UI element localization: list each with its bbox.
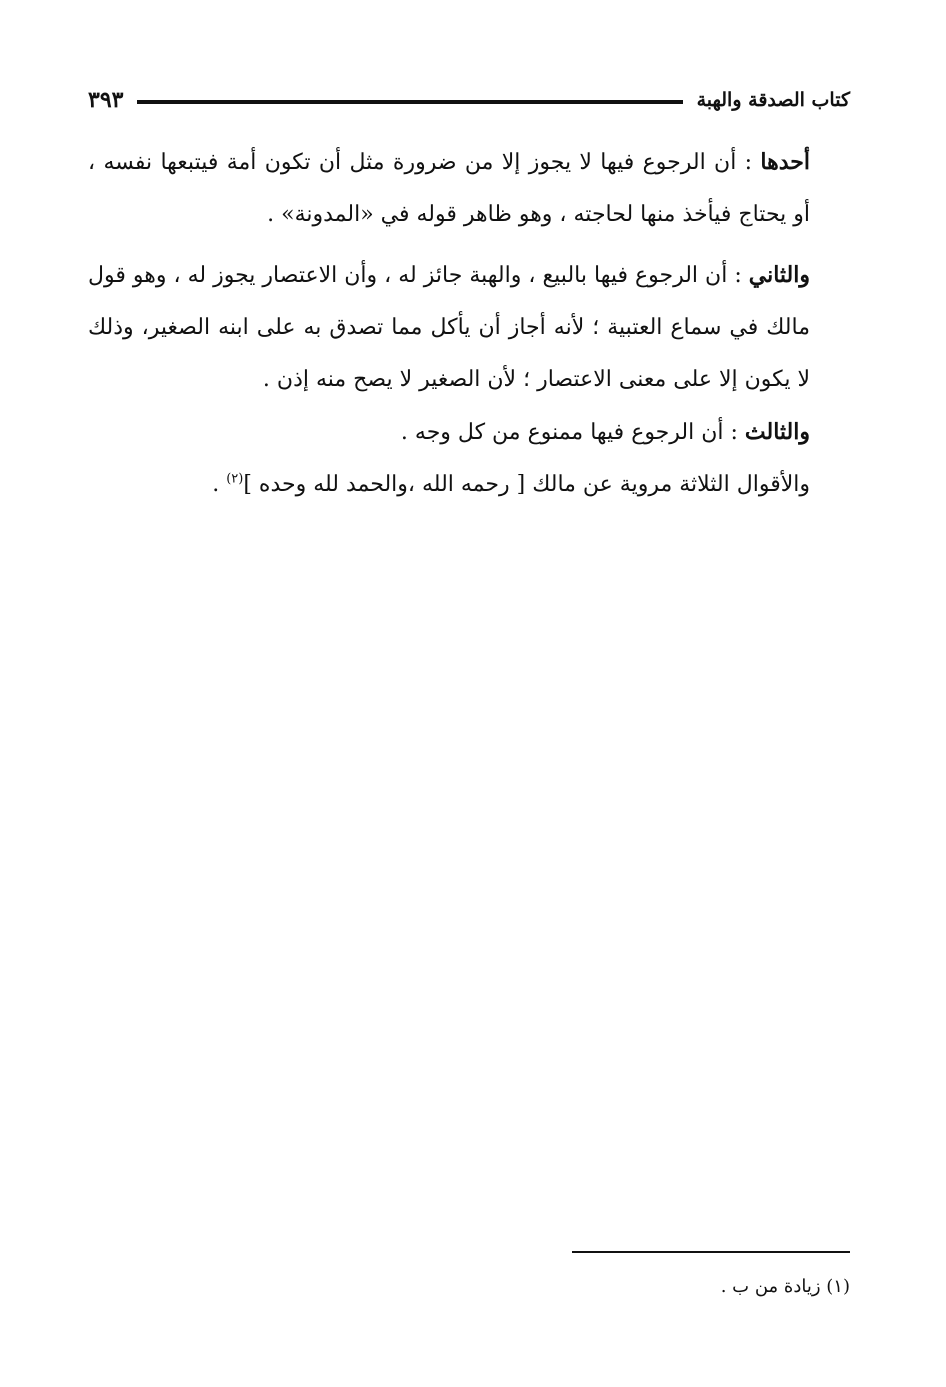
- paragraph-text: : أن الرجوع فيها ممنوع من كل وجه .: [400, 420, 745, 445]
- paragraph-third: [88, 406, 850, 459]
- footnote-item: [88, 1272, 850, 1302]
- paragraph-lead: والثاني: [748, 262, 810, 288]
- paragraph-text: : أن الرجوع فيها بالبيع ، والهبة جائز له ، وأن الاعتصار يجوز له ، وهو قول مالك في سماع العتبية ؛ لأنه أجاز أن يأكل مما تصدق به على ابنه الصغير، وذلك لا يكون إلا على معنى الاعتصار ؛ لأن الصغير لا يصح منه إذن .: [88, 263, 810, 392]
- paragraph-text: والأقوال الثلاثة مروية عن مالك [ رحمه الله ،والحمد لله وحده ]: [243, 472, 810, 497]
- footnote-marker: (١): [826, 1276, 850, 1297]
- footnote-separator: [572, 1251, 850, 1253]
- running-header: [88, 80, 850, 120]
- paragraph-tail: .: [212, 472, 227, 497]
- footnote-reference[interactable]: (٢): [226, 471, 244, 487]
- paragraph-first: [88, 136, 850, 241]
- header-rule: [137, 100, 682, 104]
- paragraph-text: : أن الرجوع فيها لا يجوز إلا من ضرورة مثل أن تكون أمة فيتبعها نفسه ، أو يحتاج فيأخذ منها لحاجته ، وهو ظاهر قوله في «المدونة» .: [88, 150, 810, 227]
- chapter-title: كتاب الصدقة والهبة: [696, 89, 850, 111]
- main-text: [88, 136, 850, 511]
- footnote-text: زيادة من ب .: [720, 1276, 827, 1297]
- paragraph-lead: أحدها: [760, 149, 810, 175]
- paragraph-second: [88, 249, 850, 406]
- paragraph-closing: [88, 459, 850, 511]
- paragraph-lead: والثالث: [744, 419, 810, 445]
- page-number: ٣٩٣: [88, 87, 124, 113]
